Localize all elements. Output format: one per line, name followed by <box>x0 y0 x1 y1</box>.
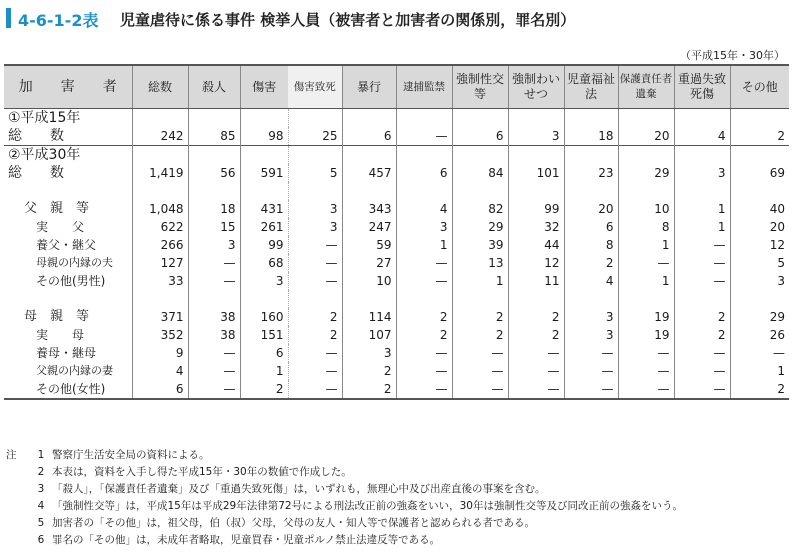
table-cell: — <box>188 344 240 362</box>
table-cell: — <box>508 344 564 362</box>
table-cell: 20 <box>564 200 618 218</box>
table-cell: 3 <box>564 326 618 344</box>
table-cell: 1,048 <box>132 200 188 218</box>
table-cell: 39 <box>452 236 508 254</box>
table-cell: 99 <box>508 200 564 218</box>
table-cell: 4 <box>132 362 188 380</box>
row-label: 実 母 <box>36 328 85 342</box>
footnote-number: 6 <box>37 534 45 546</box>
table-cell: 84 <box>452 164 508 182</box>
table-cell: 3 <box>508 127 564 146</box>
row-label: 実 父 <box>36 220 85 234</box>
footnote-text: 加害者の「その他」は，祖父母，伯（叔）父母，父母の友人・知人等で保護者と認められる者である。 <box>52 517 535 529</box>
table-cell: 2 <box>452 308 508 326</box>
table-cell: — <box>288 236 342 254</box>
table-cell: 3 <box>188 236 240 254</box>
table-cell: — <box>188 254 240 272</box>
footnote-text: 本表は，資料を入手し得た平成15年・30年の数値で作成した。 <box>52 466 352 478</box>
table-cell: — <box>452 344 508 362</box>
table-cell: — <box>396 344 452 362</box>
table-cell: 29 <box>618 164 674 182</box>
footnote <box>6 498 683 515</box>
header-welfare: 児童福祉法 <box>564 65 618 109</box>
spacer-row <box>4 182 789 200</box>
table-cell: — <box>674 236 730 254</box>
table-cell: 1 <box>618 236 674 254</box>
table-cell: 20 <box>730 218 789 236</box>
table-cell: — <box>396 272 452 290</box>
table-cell: 2 <box>288 308 342 326</box>
table-cell: 38 <box>188 326 240 344</box>
table-cell: 1 <box>240 362 288 380</box>
table-cell: 2 <box>730 127 789 146</box>
footnote-prefix <box>6 498 30 515</box>
section-label: ②平成30年 <box>4 146 132 165</box>
footnote <box>6 464 683 481</box>
table-cell: 2 <box>452 326 508 344</box>
footnote-prefix <box>6 481 30 498</box>
table-cell: 2 <box>240 380 288 399</box>
table-cell: 1 <box>674 200 730 218</box>
footnote-text: 罪名の「その他」は，未成年者略取，児童買春・児童ポルノ禁止法違反等である。 <box>52 534 441 546</box>
table-cell: 12 <box>730 236 789 254</box>
table-cell: — <box>508 362 564 380</box>
table-cell: — <box>288 254 342 272</box>
table-cell: 1 <box>396 236 452 254</box>
table-cell: 3 <box>288 200 342 218</box>
table-number: 4-6-1-2表 <box>18 11 99 30</box>
table-cell: — <box>396 380 452 399</box>
table-row <box>4 254 789 272</box>
row-label: 父親の内縁の妻 <box>36 364 113 377</box>
table-cell: 1 <box>674 218 730 236</box>
table-row <box>4 380 789 399</box>
table-cell: 160 <box>240 308 288 326</box>
header-perpetrator: 加 害 者 <box>4 65 132 109</box>
section-row <box>4 109 789 128</box>
table-cell: 242 <box>132 127 188 146</box>
table-cell: — <box>618 362 674 380</box>
table-cell: 5 <box>288 164 342 182</box>
table-cell: 457 <box>342 164 396 182</box>
table-cell: — <box>396 127 452 146</box>
footnote-number: 1 <box>37 449 45 461</box>
table-cell: 18 <box>188 200 240 218</box>
table-cell: 4 <box>674 127 730 146</box>
table-cell: — <box>288 362 342 380</box>
footnote-number: 3 <box>37 483 45 495</box>
table-cell: 107 <box>342 326 396 344</box>
table-cell: — <box>188 272 240 290</box>
row-label: その他(女性) <box>4 380 132 399</box>
table-cell: 6 <box>396 164 452 182</box>
footnote <box>6 447 683 464</box>
table-cell: — <box>674 344 730 362</box>
table-cell: 85 <box>188 127 240 146</box>
table-cell: 40 <box>730 200 789 218</box>
table-cell: 2 <box>396 326 452 344</box>
table-cell: 352 <box>132 326 188 344</box>
table-cell: 3 <box>730 272 789 290</box>
table-cell: — <box>452 362 508 380</box>
table-cell: 15 <box>188 218 240 236</box>
table-cell: 13 <box>452 254 508 272</box>
table-cell: 1 <box>730 362 789 380</box>
table-row <box>4 127 789 146</box>
table-cell: 3 <box>674 164 730 182</box>
table-cell: 3 <box>342 344 396 362</box>
table-cell: 4 <box>564 272 618 290</box>
table-cell: 4 <box>396 200 452 218</box>
header-row <box>4 65 789 109</box>
row-label: 養母・継母 <box>36 346 97 360</box>
table-cell: — <box>396 254 452 272</box>
row-label: 父 親 等 <box>24 201 90 216</box>
table-cell: 622 <box>132 218 188 236</box>
table-cell: 8 <box>618 218 674 236</box>
table-cell: 6 <box>342 127 396 146</box>
table-cell: 2 <box>674 308 730 326</box>
header-other: その他 <box>730 65 789 109</box>
table-cell: 11 <box>508 272 564 290</box>
footnote <box>6 515 683 532</box>
table-cell: 9 <box>132 344 188 362</box>
row-label: 母 親 等 <box>24 309 90 324</box>
table-cell: 6 <box>240 344 288 362</box>
table-cell: 19 <box>618 308 674 326</box>
table-cell: — <box>564 380 618 399</box>
table-cell: 151 <box>240 326 288 344</box>
table-row <box>4 344 789 362</box>
table-cell: 56 <box>188 164 240 182</box>
table-cell: 33 <box>132 272 188 290</box>
table-cell: 6 <box>452 127 508 146</box>
spacer-row <box>4 290 789 308</box>
header-assault: 暴行 <box>342 65 396 109</box>
table-cell: 18 <box>564 127 618 146</box>
row-label: 総 数 <box>8 128 64 144</box>
table-cell: — <box>674 362 730 380</box>
table-cell: — <box>396 362 452 380</box>
table-cell: — <box>730 344 789 362</box>
table-row <box>4 326 789 344</box>
table-cell: 2 <box>674 326 730 344</box>
table-title <box>6 6 786 30</box>
table-cell: 12 <box>508 254 564 272</box>
header-indecency: 強制わいせつ <box>508 65 564 109</box>
table-cell: 1 <box>452 272 508 290</box>
footnote-text: 「殺人」，「保護責任者遺棄」及び「重過失致死傷」は，いずれも，無理心中及び出産直後の事案を含む。 <box>52 483 546 495</box>
table-cell: 27 <box>342 254 396 272</box>
table-cell: 2 <box>342 380 396 399</box>
table-cell: 32 <box>508 218 564 236</box>
table-cell: 99 <box>240 236 288 254</box>
table-cell: 10 <box>342 272 396 290</box>
table-cell: — <box>508 380 564 399</box>
row-label: その他(男性) <box>36 274 106 288</box>
table-cell: 371 <box>132 308 188 326</box>
table-cell: — <box>674 254 730 272</box>
table-cell: 2 <box>730 380 789 399</box>
table-caption: 児童虐待に係る事件 検挙人員（被害者と加害者の関係別，罪名別） <box>120 11 576 29</box>
footnote <box>6 532 683 549</box>
table-cell: 29 <box>730 308 789 326</box>
table-cell: 2 <box>342 362 396 380</box>
footnote-prefix <box>6 532 30 549</box>
table-row <box>4 200 789 218</box>
header-murder: 殺人 <box>188 65 240 109</box>
table-cell: 26 <box>730 326 789 344</box>
table-row <box>4 308 789 326</box>
table-cell: 127 <box>132 254 188 272</box>
table-cell: — <box>288 272 342 290</box>
table-row <box>4 164 789 182</box>
table-cell: 3 <box>564 308 618 326</box>
table-cell: — <box>618 380 674 399</box>
section-row <box>4 146 789 165</box>
footnote-text: 警察庁生活安全局の資料による。 <box>52 449 210 461</box>
header-total: 総数 <box>132 65 188 109</box>
table-cell: 2 <box>396 308 452 326</box>
footnote-prefix <box>6 464 30 481</box>
table-cell: — <box>188 380 240 399</box>
table-cell: — <box>288 380 342 399</box>
table-cell: 8 <box>564 236 618 254</box>
table-cell: 38 <box>188 308 240 326</box>
footnote-prefix <box>6 515 30 532</box>
table-cell: — <box>188 362 240 380</box>
footnote-prefix: 注 <box>6 449 17 461</box>
table-row <box>4 218 789 236</box>
table-cell: 68 <box>240 254 288 272</box>
table-cell: 2 <box>564 254 618 272</box>
header-rape: 強制性交等 <box>452 65 508 109</box>
table-cell: — <box>452 380 508 399</box>
footnote-text: 「強制性交等」は，平成15年は平成29年法律第72号による刑法改正前の強姦をいい，30年は強制性交等及び同改正前の強姦をいう。 <box>52 500 683 512</box>
table-cell: 1,419 <box>132 164 188 182</box>
table-cell: — <box>618 254 674 272</box>
table-cell: 25 <box>288 127 342 146</box>
table-cell: 82 <box>452 200 508 218</box>
table-cell: 19 <box>618 326 674 344</box>
table-cell: 3 <box>396 218 452 236</box>
table-cell: 1 <box>618 272 674 290</box>
header-arrest: 逮捕監禁 <box>396 65 452 109</box>
data-table <box>4 64 789 400</box>
table-cell: 98 <box>240 127 288 146</box>
table-cell: 10 <box>618 200 674 218</box>
table-cell: 261 <box>240 218 288 236</box>
table-cell: 3 <box>240 272 288 290</box>
table-cell: 591 <box>240 164 288 182</box>
table-cell: 29 <box>452 218 508 236</box>
table-cell: 6 <box>564 218 618 236</box>
table-cell: 431 <box>240 200 288 218</box>
header-injury: 傷害 <box>240 65 288 109</box>
table-cell: 101 <box>508 164 564 182</box>
table-cell: — <box>618 344 674 362</box>
footnotes <box>6 447 683 549</box>
table-cell: — <box>564 362 618 380</box>
period-label: （平成15年・30年） <box>680 49 785 62</box>
table-cell: — <box>564 344 618 362</box>
table-cell: 247 <box>342 218 396 236</box>
table-cell: 6 <box>132 380 188 399</box>
table-cell: — <box>674 272 730 290</box>
header-negligent: 重過失致死傷 <box>674 65 730 109</box>
table-cell: — <box>674 380 730 399</box>
section-label: ①平成15年 <box>4 109 132 128</box>
footnote-number: 5 <box>37 517 45 529</box>
table-cell: 59 <box>342 236 396 254</box>
table-cell: 23 <box>564 164 618 182</box>
table-cell: 114 <box>342 308 396 326</box>
table-cell: 44 <box>508 236 564 254</box>
table-cell: 2 <box>508 308 564 326</box>
footnote-number: 4 <box>37 500 45 512</box>
table-row <box>4 362 789 380</box>
table-cell: 2 <box>288 326 342 344</box>
table-cell: 20 <box>618 127 674 146</box>
header-neglect: 保護責任者遺棄 <box>618 65 674 109</box>
table-cell: 5 <box>730 254 789 272</box>
table-cell: 3 <box>288 218 342 236</box>
footnote-number: 2 <box>37 466 45 478</box>
title-accent-bar <box>6 8 11 28</box>
row-label: 養父・継父 <box>36 238 97 252</box>
header-injury-death: 傷害致死 <box>288 65 342 109</box>
table-row <box>4 272 789 290</box>
table-cell: 266 <box>132 236 188 254</box>
table-cell: 69 <box>730 164 789 182</box>
table-cell: — <box>288 344 342 362</box>
row-label: 総 数 <box>8 165 64 181</box>
table-row <box>4 236 789 254</box>
table-cell: 2 <box>508 326 564 344</box>
table-cell: 343 <box>342 200 396 218</box>
footnote <box>6 481 683 498</box>
row-label: 母親の内縁の夫 <box>36 256 113 269</box>
